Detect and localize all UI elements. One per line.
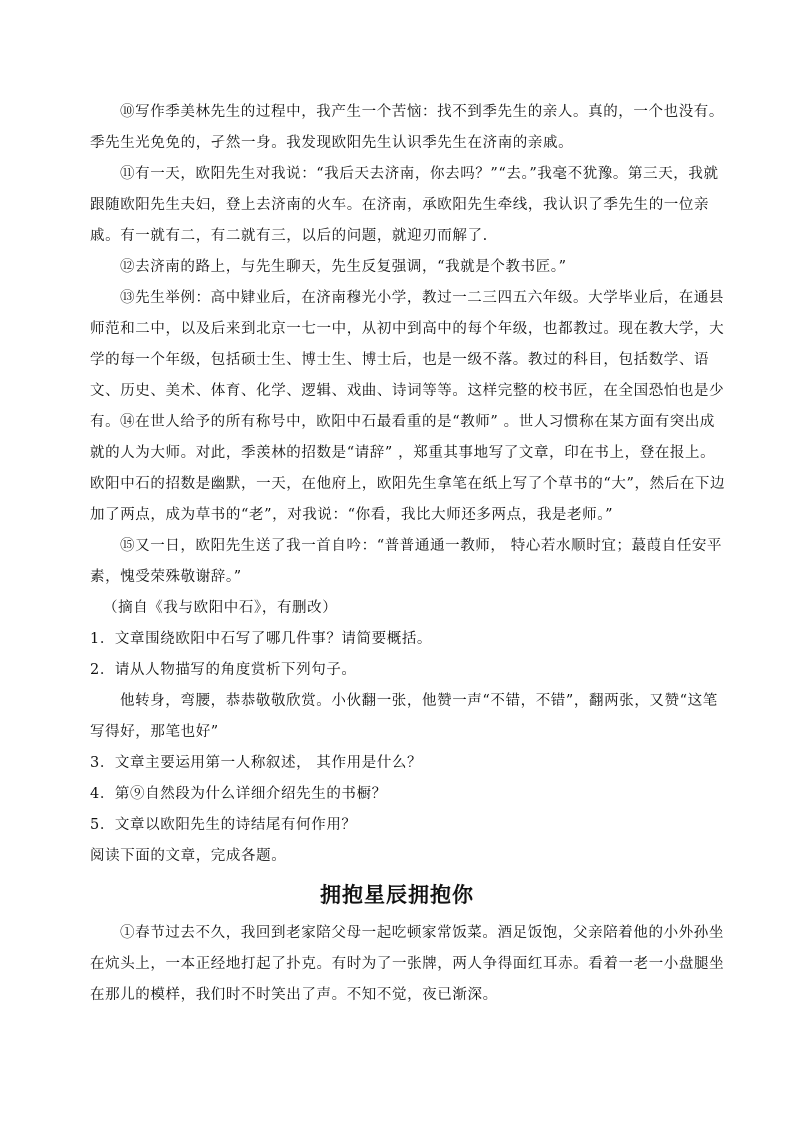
question-2-quote: 他转身，弯腰，恭恭敬敬欣赏。小伙翻一张，他赞一声“不错，不错”，翻两张，又赞“这笔写得好，那笔也好” <box>90 693 718 740</box>
paragraph-12: ⑫去济南的路上，与先生聊天，先生反复强调，“我就是个教书匠。” <box>120 259 567 275</box>
question-3: 3．文章主要运用第一人称叙述， 其作用是什么？ <box>90 755 423 771</box>
paragraph-10: ⑩写作季美林先生的过程中，我产生一个苦恼：找不到季先生的亲人。真的，一个也没有。季先生光免免的，孑然一身。我发现欧阳先生认识季先生在济南的亲戚。 <box>90 104 724 151</box>
paragraph-13: ⑬先生举例：高中肄业后，在济南穆光小学，教过一二三四五六年级。大学毕业后，在通县师范和二中，以及后来到北京一七一中，从初中到高中的每个年级，也都教过。现在教大学，大学的每一个年级，包括硕士生、博士生、博士后，也是一级不落。教过的科目，包括数学、语文、历史、美术、体育、化学、逻辑、戏曲、诗词等等。这样完整的校书匠，在全国恐怕也是少有。 <box>90 290 725 430</box>
paragraph-11: ⑪有一天，欧阳先生对我说：“我后天去济南，你去吗？”“去。”我毫不犹豫。第三天，我就跟随欧阳先生夫妇，登上去济南的火车。在济南，承欧阳先生牵线，我认识了季先生的一位亲戚。有一就有二，有二就有三，以后的问题，就迎刃而解了. <box>90 166 719 244</box>
question-5: 5．文章以欧阳先生的诗结尾有何作用？ <box>90 817 357 833</box>
question-4: 4．第⑨自然段为什么详细介绍先生的书橱？ <box>90 786 387 802</box>
paragraph-15: ⑮又一日，欧阳先生送了我一首自吟：“普普通通一教师， 特心若水顺时宜；蕞葭自任安平素，愧受荣殊敬谢辞。” <box>90 538 723 585</box>
article-title: 拥抱星辰拥抱你 <box>320 882 474 907</box>
paragraph-14: ⑭在世人给予的所有称号中，欧阳中石最看重的是“教师” 。世人习惯称在某方面有突出成就的人为大师。对此，季羡林的招数是“请辞” ，郑重其事地写了文章，印在书上，登在报上。欧阳中石的招数是幽默，一天，在他府上，欧阳先生拿笔在纸上写了个草书的“大”，然后在下边加了两点，成为草书的“老”，对我说：“你看，我比大师还多两点，我是老师。” <box>90 414 726 523</box>
reading-instruction: 阅读下面的文章，完成各题。 <box>90 848 287 864</box>
question-1: 1．文章围绕欧阳中石写了哪几件事？请简要概括。 <box>90 631 433 647</box>
source-note: （摘自《我与欧阳中石》，有删改） <box>103 600 338 616</box>
article-paragraph-1: ①春节过去不久，我回到老家陪父母一起吃顿家常饭菜。酒足饭饱，父亲陪着他的小外孙坐在炕头上，一本正经地打起了扑克。有时为了一张牌，两人争得面红耳赤。看着一老一小盘腿坐在那儿的模样，我们时不时笑出了声。不知不觉，夜已渐深。 <box>90 925 725 1003</box>
question-2: 2．请从人物描写的角度赏析下列句子。 <box>90 662 357 678</box>
